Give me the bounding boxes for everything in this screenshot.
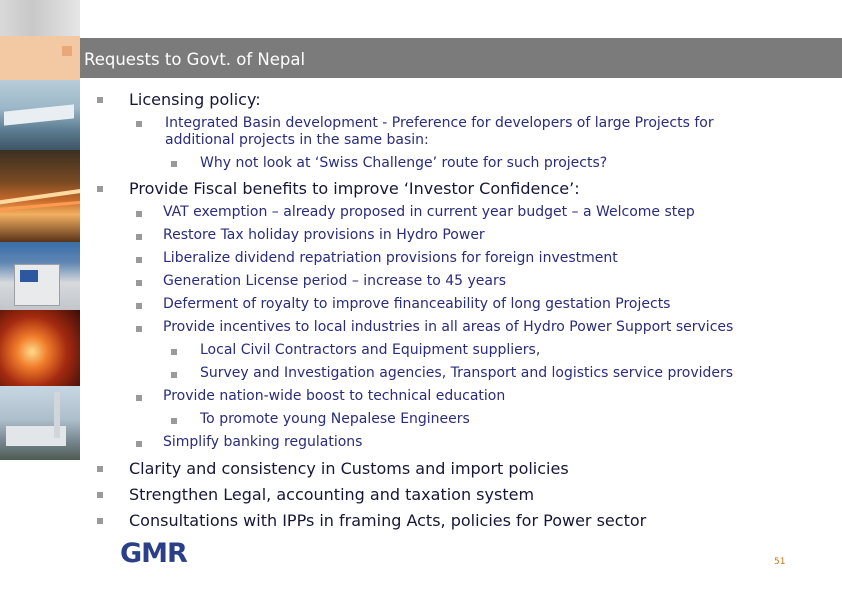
bullet-square-icon (136, 326, 142, 332)
photo-airport (0, 80, 80, 150)
bullet-square-icon (136, 234, 142, 240)
customs-text: Clarity and consistency in Customs and import policies (129, 459, 569, 478)
photo-furnace (0, 310, 80, 386)
photo-strip (0, 0, 80, 460)
banking-text: Simplify banking regulations (163, 434, 363, 450)
bullet-square-icon (97, 466, 103, 472)
incentive-sub-text: Local Civil Contractors and Equipment suppliers, (200, 342, 541, 358)
consultations-text: Consultations with IPPs in framing Acts, policies for Power sector (129, 511, 647, 530)
gmr-logo (120, 538, 200, 570)
fiscal-item-text: VAT exemption – already proposed in current year budget – a Welcome step (163, 204, 695, 220)
title-bar (80, 38, 842, 78)
fiscal-heading: Provide Fiscal benefits to improve ‘Investor Confidence’: (129, 179, 580, 198)
bullet-square-icon (97, 492, 103, 498)
photo-gmr-building (0, 242, 80, 310)
fiscal-item-text: Deferment of royalty to improve financeability of long gestation Projects (163, 296, 671, 312)
bullet-square-icon (171, 349, 177, 355)
fiscal-item-text: Provide incentives to local industries in all areas of Hydro Power Support services (163, 319, 734, 335)
fiscal-item-text: Generation License period – increase to 45 years (163, 273, 507, 289)
legal-text: Strengthen Legal, accounting and taxation system (129, 485, 535, 504)
bullet-square-icon (171, 418, 177, 424)
bullet-square-icon (136, 280, 142, 286)
bullet-square-icon (97, 186, 103, 192)
bullet-square-icon (136, 303, 142, 309)
bullet-square-icon (136, 395, 142, 401)
photo-orange-tile (0, 36, 80, 80)
bullet-square-icon (136, 257, 142, 263)
bullet-square-icon (97, 97, 103, 103)
bullet-square-icon (136, 211, 142, 217)
slide-title: Requests to Govt. of Nepal (84, 50, 306, 69)
education-text: Provide nation-wide boost to technical education (163, 388, 506, 404)
bullet-square-icon (171, 161, 177, 167)
basin-text-line2: additional projects in the same basin: (165, 132, 429, 148)
photo-power-plant (0, 386, 80, 460)
bullet-square-icon (136, 441, 142, 447)
incentive-sub-text: Survey and Investigation agencies, Transport and logistics service providers (200, 365, 734, 381)
gmr-logo-text: GMR (120, 538, 187, 569)
bullet-square-icon (97, 518, 103, 524)
fiscal-item-text: Liberalize dividend repatriation provisions for foreign investment (163, 250, 618, 266)
bullet-square-icon (136, 121, 142, 127)
basin-text-line1: Integrated Basin development - Preference for developers of large Projects for (165, 115, 714, 131)
photo-grey-tile (0, 0, 80, 36)
fiscal-item-text: Restore Tax holiday provisions in Hydro Power (163, 227, 485, 243)
education-sub-text: To promote young Nepalese Engineers (200, 411, 470, 427)
page-number: 51 (774, 557, 786, 567)
photo-highway (0, 150, 80, 242)
licensing-heading: Licensing policy: (129, 90, 261, 109)
bullet-square-icon (171, 372, 177, 378)
swiss-text: Why not look at ‘Swiss Challenge’ route for such projects? (200, 155, 608, 171)
